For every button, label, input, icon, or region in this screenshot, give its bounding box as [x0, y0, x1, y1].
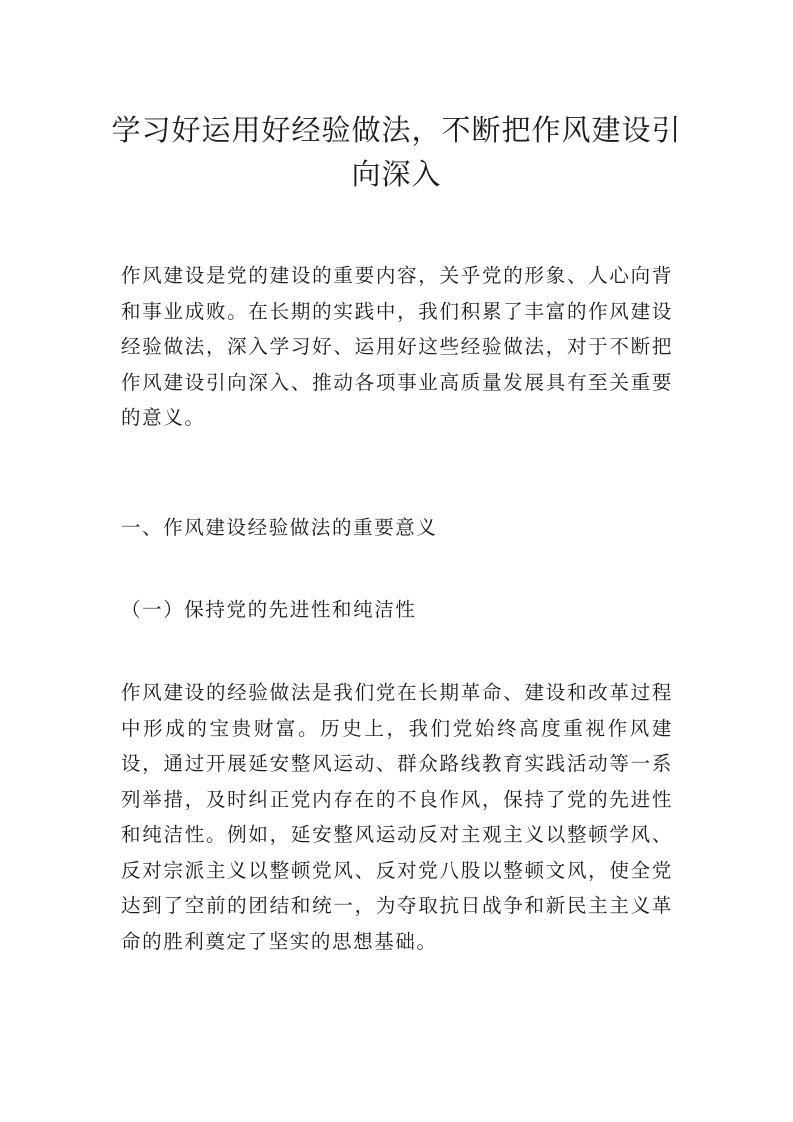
subsection-heading: （一）保持党的先进性和纯洁性: [121, 598, 417, 621]
body-paragraph: 作风建设的经验做法是我们党在长期革命、建设和改革过程中形成的宝贵财富。历史上，我们党始终高度重视作风建设，通过开展延安整风运动、群众路线教育实践活动等一系列举措，及时纠正党内存在的不良作风，保持了党的先进性和纯洁性。例如，延安整风运动反对主观主义以整顿学风、反对宗派主义以整顿党风、反对党八股以整顿文风，使全党达到了空前的团结和统一，为夺取抗日战争和新民主主义革命的胜利奠定了坚实的思想基础。: [121, 681, 673, 953]
document-title: 学习好运用好经验做法，不断把作风建设引向深入: [111, 113, 682, 191]
intro-paragraph: 作风建设是党的建设的重要内容，关乎党的形象、人心向背和事业成败。在长期的实践中，我们积累了丰富的作风建设经验做法，深入学习好、运用好这些经验做法，对于不断把作风建设引向深入、推动各项事业高质量发展具有至关重要的意义。: [121, 264, 673, 429]
section-heading: 一、作风建设经验做法的重要意义: [121, 516, 438, 539]
